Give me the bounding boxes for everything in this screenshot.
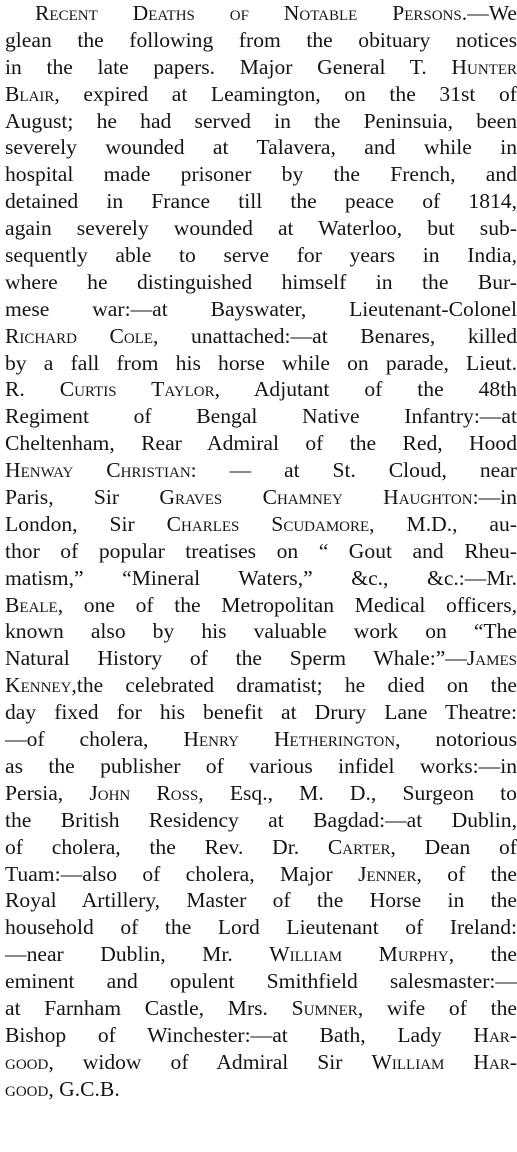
article-line — [5, 376, 517, 403]
article-line — [5, 0, 517, 27]
text-run: as the publisher of various infidel works:—in — [5, 753, 517, 778]
article-line — [5, 511, 517, 538]
small-caps-name: Sumner — [291, 995, 358, 1020]
text-run: sequently able to serve for years in India, — [5, 243, 517, 268]
small-caps-name: Richard Cole — [5, 323, 154, 348]
article-line — [5, 968, 517, 995]
small-caps-name: Blair — [5, 81, 55, 106]
article-line — [5, 323, 517, 350]
small-caps-name: Henway Christian — [5, 458, 191, 483]
small-caps-name: Graves Chamney Haughton — [159, 485, 473, 510]
article-line — [5, 941, 517, 968]
text-run: matism,” “Mineral Waters,” &c., &c.:—Mr. — [5, 565, 517, 590]
article-line — [5, 350, 517, 377]
text-run: household of the Lord Lieutenant of Ireland: — [5, 915, 517, 940]
text-run: , notorious — [395, 727, 517, 752]
text-run: mese war:—at Bayswater, Lieutenant-Colonel — [5, 296, 517, 321]
text-run: —near Dublin, Mr. — [5, 942, 270, 967]
text-run: by a fall from his horse while on parade, Lieut. — [5, 350, 517, 375]
text-run: Tuam:—also of cholera, Major — [5, 861, 359, 886]
text-run: , widow of Admiral Sir — [48, 1049, 372, 1074]
small-caps-name: good — [5, 1049, 49, 1074]
text-run: at Farnham Castle, Mrs. — [5, 995, 292, 1020]
article-line — [5, 1022, 517, 1049]
article-line — [5, 699, 517, 726]
small-caps-name: Beale — [5, 592, 58, 617]
article-line — [5, 618, 517, 645]
article-line — [5, 834, 517, 861]
text-run: in the late papers. Major General T. — [5, 54, 452, 79]
article-line — [5, 538, 517, 565]
small-caps-name: Charles Scudamore — [166, 511, 370, 536]
small-caps-name: Carter — [327, 834, 391, 859]
text-run: Regiment of Bengal Native Infantry:—at — [5, 404, 517, 429]
obituary-article — [5, 0, 517, 1103]
article-line — [5, 1049, 517, 1076]
small-caps-name: Har- — [473, 1022, 517, 1047]
text-run: Royal Artillery, Master of the Horse in the — [5, 888, 517, 913]
article-line — [5, 484, 517, 511]
text-run: , expired at Leamington, on the 31st of — [54, 81, 517, 106]
article-line — [5, 269, 517, 296]
text-run: , Esq., M. D., Surgeon to — [198, 780, 517, 805]
article-line — [5, 726, 517, 753]
text-run: severely wounded at Talavera, and while in — [5, 135, 517, 160]
text-run: of cholera, the Rev. Dr. — [5, 834, 328, 859]
text-run: glean the following from the obituary notices — [5, 27, 517, 52]
article-line — [5, 753, 517, 780]
text-run: August; he had served in the Peninsuia, been — [5, 108, 517, 133]
text-run: , one of the Metropolitan Medical officers, — [57, 592, 517, 617]
text-run: Paris, Sir — [5, 485, 160, 510]
text-run: R. — [5, 377, 60, 402]
text-run: —We — [467, 1, 517, 25]
text-run: , of the — [416, 861, 517, 886]
text-run: , Dean of — [390, 834, 517, 859]
article-line — [5, 242, 517, 269]
article-line — [5, 54, 517, 81]
small-caps-name: Recent Deaths of Notable Persons. — [35, 1, 468, 25]
small-caps-name: William Har- — [371, 1049, 517, 1074]
article-line — [5, 403, 517, 430]
text-run: known also by his valuable work on “The — [5, 619, 517, 644]
small-caps-name: Henry Hetherington — [183, 727, 396, 752]
text-run: where he distinguished himself in the Bur- — [5, 269, 517, 294]
text-run: : — at St. Cloud, near — [190, 458, 517, 483]
text-run: , Adjutant of the 48th — [214, 377, 517, 402]
article-line — [5, 861, 517, 888]
article-line — [5, 1076, 517, 1103]
article-line — [5, 108, 517, 135]
small-caps-name: Kenney — [5, 673, 72, 698]
article-line — [5, 672, 517, 699]
article-line — [5, 27, 517, 54]
text-run: , G.C.B. — [48, 1076, 120, 1101]
small-caps-name: Hunter — [451, 54, 517, 79]
article-line — [5, 296, 517, 323]
article-line — [5, 914, 517, 941]
text-run: detained in France till the peace of 1814, — [5, 189, 517, 214]
text-run: Bishop of Winchester:—at Bath, Lady — [5, 1022, 474, 1047]
article-line — [5, 887, 517, 914]
text-run: London, Sir — [5, 511, 167, 536]
small-caps-name: John Ross — [89, 780, 199, 805]
text-run: , M.D., au- — [369, 511, 517, 536]
text-run: Natural History of the Sperm Whale:”— — [5, 646, 467, 671]
text-run: again severely wounded at Waterloo, but sub- — [5, 216, 517, 241]
text-run: , unattached:—at Benares, killed — [153, 323, 517, 348]
article-line — [5, 188, 517, 215]
text-run: , the — [448, 942, 517, 967]
article-line — [5, 215, 517, 242]
small-caps-name: William Murphy — [269, 942, 449, 967]
text-run: day fixed for his benefit at Drury Lane Theatre: — [5, 700, 517, 725]
text-run: Persia, — [5, 780, 90, 805]
article-line — [5, 430, 517, 457]
small-caps-name: Jenner — [358, 861, 417, 886]
text-run: :—in — [472, 485, 517, 510]
small-caps-name: James — [466, 646, 517, 671]
text-run: the British Residency at Bagdad:—at Dublin, — [5, 807, 517, 832]
article-line — [5, 134, 517, 161]
text-run: Cheltenham, Rear Admiral of the Red, Hood — [5, 431, 517, 456]
article-line — [5, 81, 517, 108]
text-run: thor of popular treatises on “ Gout and Rheu- — [5, 538, 517, 563]
text-run: ,the celebrated dramatist; he died on the — [71, 673, 517, 698]
article-line — [5, 592, 517, 619]
text-run: , wife of the — [357, 995, 517, 1020]
small-caps-name: Curtis Taylor — [59, 377, 215, 402]
article-line — [5, 780, 517, 807]
article-line — [5, 645, 517, 672]
text-run: eminent and opulent Smithfield salesmaster:— — [5, 969, 517, 994]
small-caps-name: good — [5, 1076, 49, 1101]
article-line — [5, 457, 517, 484]
article-line — [5, 807, 517, 834]
article-line — [5, 565, 517, 592]
article-line — [5, 161, 517, 188]
article-line — [5, 995, 517, 1022]
text-run: —of cholera, — [5, 727, 184, 752]
text-run: hospital made prisoner by the French, and — [5, 162, 517, 187]
